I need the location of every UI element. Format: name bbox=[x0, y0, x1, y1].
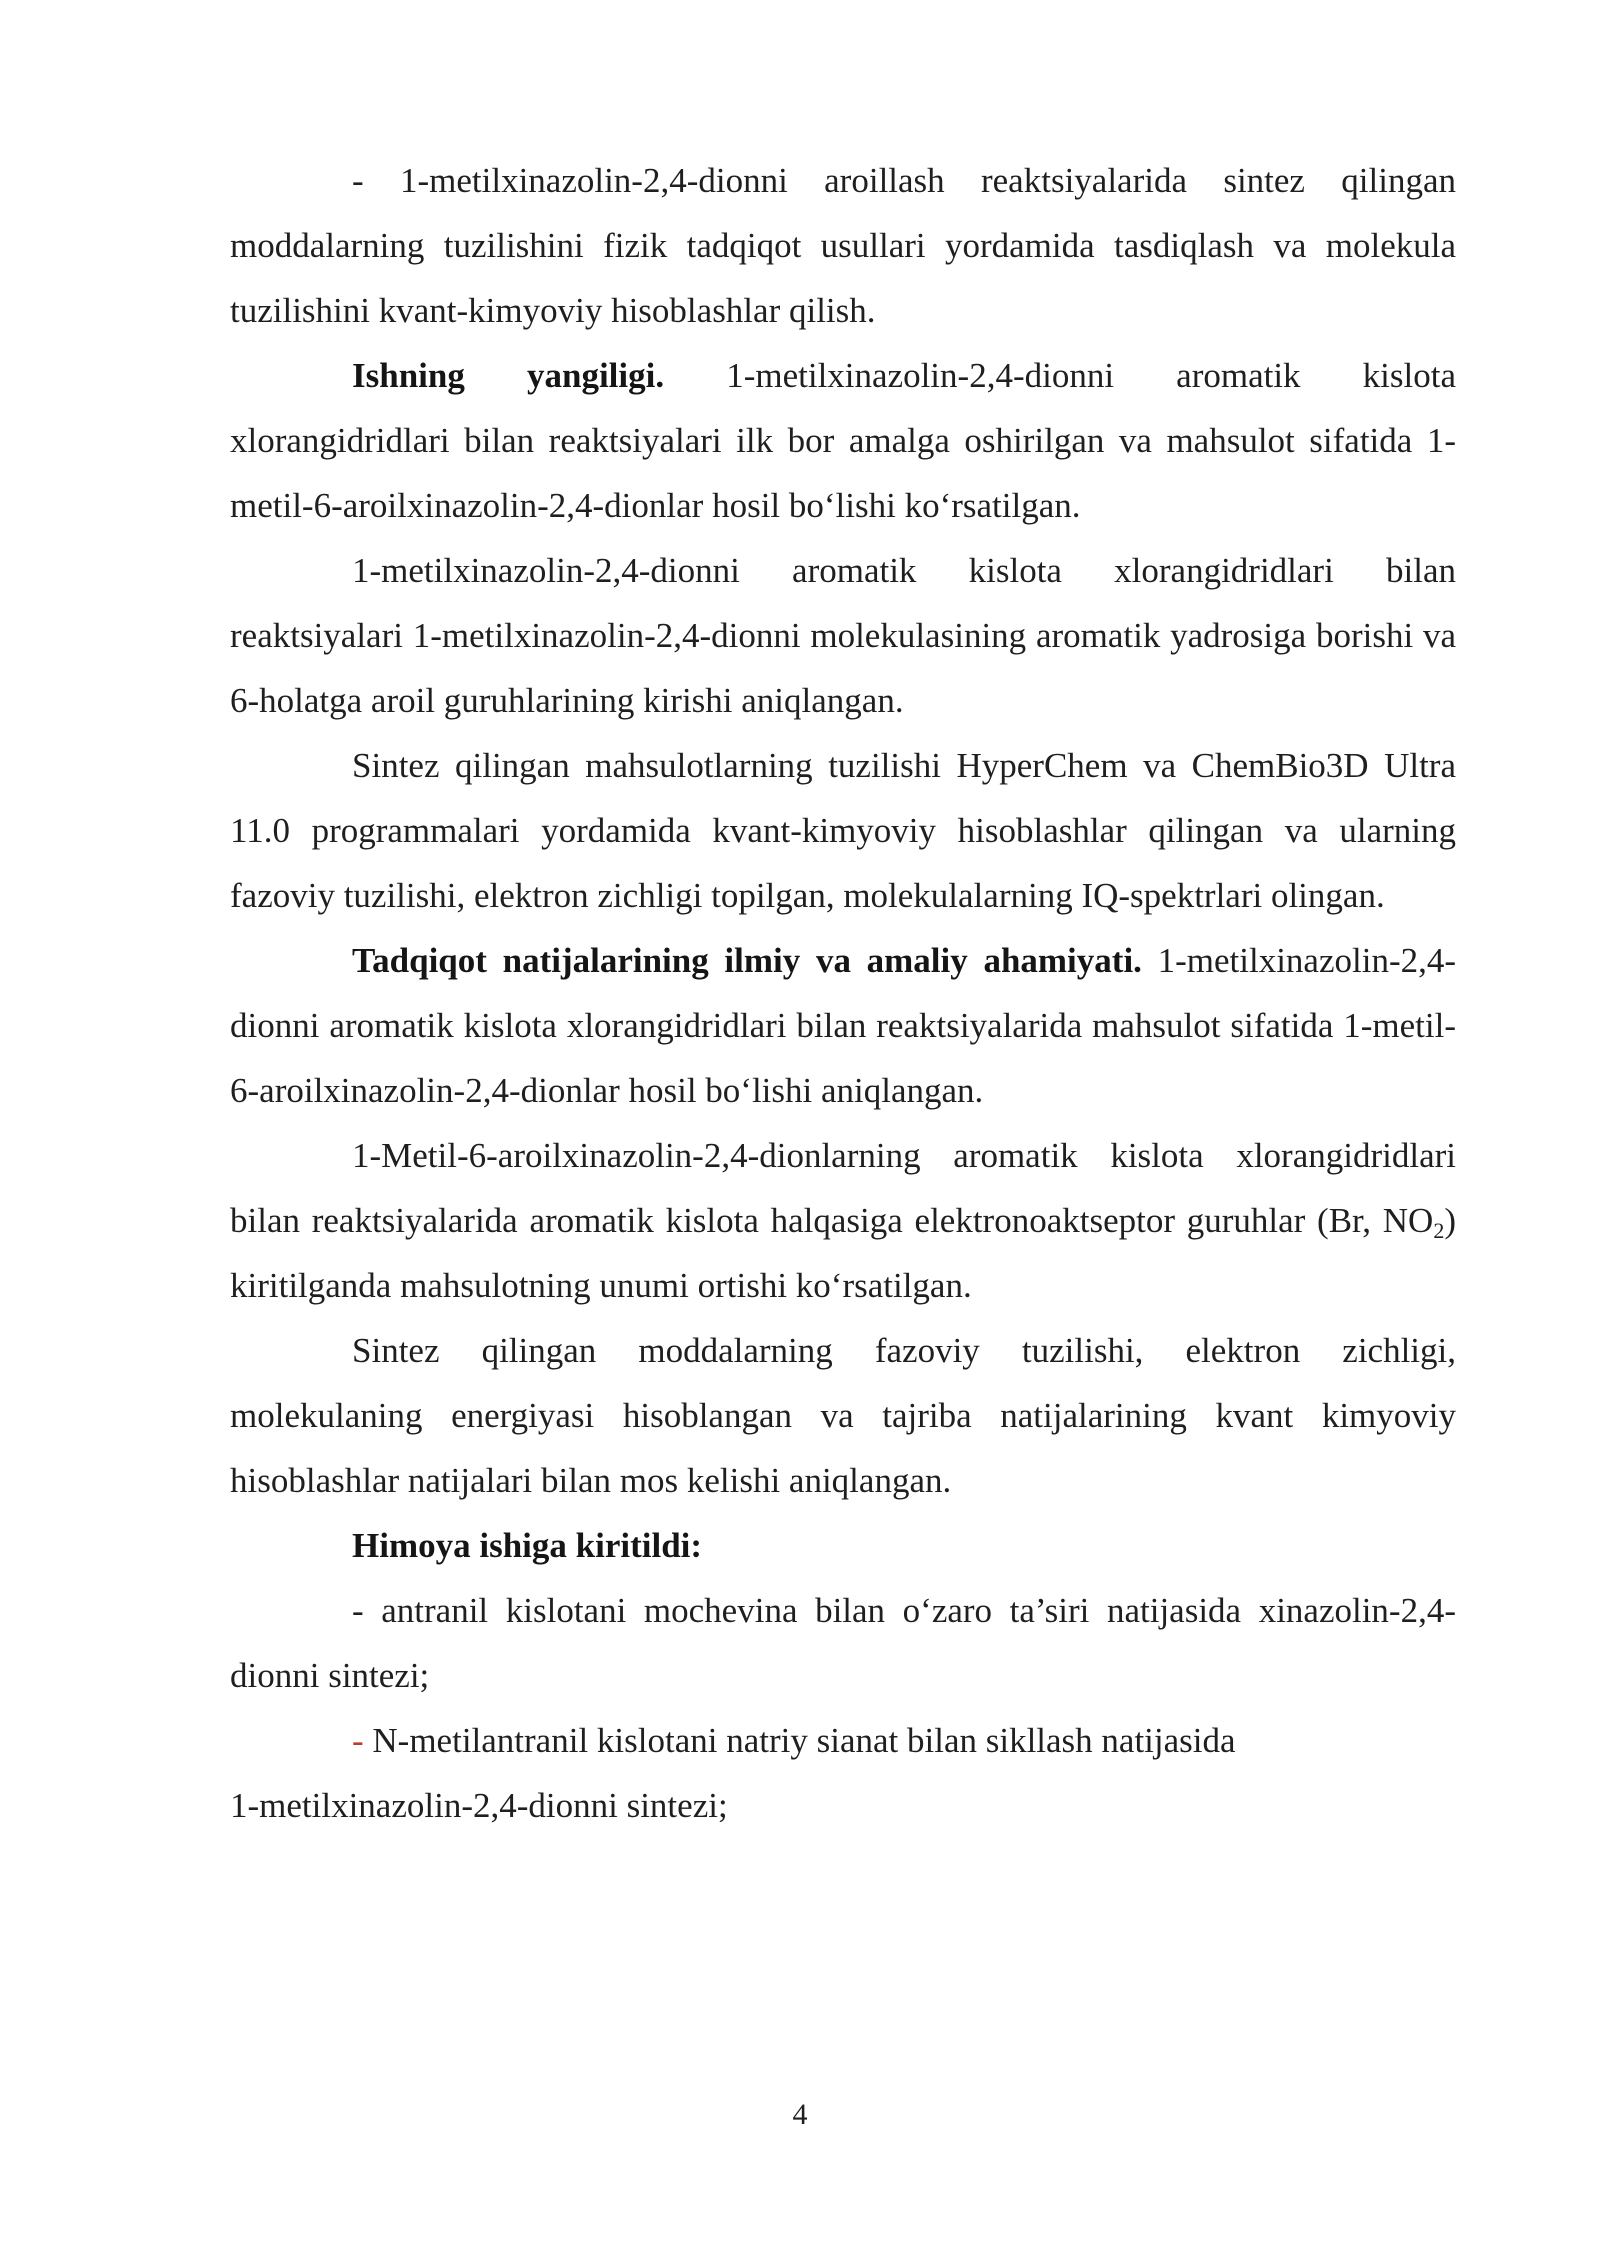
paragraph-novelty bbox=[230, 343, 1456, 538]
paragraph-text: ) kiritilganda mahsulotning unumi ortishi ko‘rsatilgan. bbox=[230, 1201, 1456, 1305]
paragraph-text: 1-metilxinazolin-2,4-dionni sintezi; bbox=[230, 1786, 728, 1825]
paragraph-text: 1-Metil-6-aroilxinazolin-2,4-dionlarning aromatik kislota xlorangidridlari bilan reaktsiyalarida aromatik kislota halqasiga elektronoaktseptor guruhlar (Br, NO bbox=[230, 1136, 1456, 1240]
paragraph-text: 1-metilxinazolin-2,4-dionni aromatik kislota xlorangidridlari bilan reaktsiyalari ilk bor amalga oshirilgan va mahsulot sifatida 1-metil-6-aroilxinazolin-2,4-dionlar hosil bo‘lishi ko‘rsatilgan. bbox=[230, 356, 1456, 525]
section-heading-defense: Himoya ishiga kiritildi: bbox=[352, 1526, 703, 1565]
paragraph-text: - 1-metilxinazolin-2,4-dionni aroillash reaktsiyalarida sintez qilingan moddalarning tuzilishini fizik tadqiqot usullari yordamida tasdiqlash va molekula tuzilishini kvant-kimyoviy hisoblashlar qilish. bbox=[230, 161, 1456, 330]
paragraph-acceptor-groups bbox=[230, 1123, 1456, 1318]
paragraph-text: 1-metilxinazolin-2,4-dionni aromatik kislota xlorangidridlari bilan reaktsiyalari 1-metilxinazolin-2,4-dionni molekulasining aromatik yadrosiga borishi va 6-holatga aroil guruhlarining kirishi aniqlangan. bbox=[230, 551, 1456, 720]
section-heading-novelty: Ishning yangiligi. bbox=[352, 356, 665, 395]
red-dash-mark: - bbox=[352, 1721, 364, 1760]
paragraph-objective bbox=[230, 148, 1456, 343]
list-item-synthesis-1 bbox=[230, 1578, 1456, 1708]
paragraph-energy bbox=[230, 1318, 1456, 1513]
paragraph-text: - antranil kislotani mochevina bilan o‘zaro ta’siri natijasida xinazolin-2,4-dionni sintezi; bbox=[230, 1591, 1456, 1695]
section-heading-significance: Tadqiqot natijalarining ilmiy va amaliy ahamiyati. bbox=[352, 941, 1142, 980]
paragraph-text: Sintez qilingan mahsulotlarning tuzilishi HyperChem va ChemBio3D Ultra 11.0 programmalari yordamida kvant-kimyoviy hisoblashlar qilingan va ularning fazoviy tuzilishi, elektron zichligi topilgan, molekulalarning IQ-spektrlari olingan. bbox=[230, 746, 1456, 915]
page-number: 4 bbox=[792, 2098, 808, 2131]
document-body bbox=[230, 148, 1456, 1838]
paragraph-significance bbox=[230, 928, 1456, 1123]
paragraph-quantum-calculations bbox=[230, 733, 1456, 928]
list-item-synthesis-2 bbox=[230, 1708, 1456, 1838]
paragraph-text: 1-metilxinazolin-2,4-dionni aromatik kislota xlorangidridlari bilan reaktsiyalarida mahsulot sifatida 1-metil-6-aroilxinazolin-2,4-dionlar hosil bo‘lishi aniqlangan. bbox=[230, 941, 1457, 1110]
paragraph-reactions bbox=[230, 538, 1456, 733]
paragraph-defense-heading bbox=[230, 1513, 1456, 1578]
paragraph-text: Sintez qilingan moddalarning fazoviy tuzilishi, elektron zichligi, molekulaning energiyasi hisoblangan va tajriba natijalarining kvant kimyoviy hisoblashlar natijalari bilan mos kelishi aniqlangan. bbox=[230, 1331, 1456, 1500]
subscript-two: 2 bbox=[1433, 1218, 1445, 1243]
paragraph-text: N-metilantranil kislotani natriy sianat bilan sikllash natijasida bbox=[363, 1721, 1236, 1760]
